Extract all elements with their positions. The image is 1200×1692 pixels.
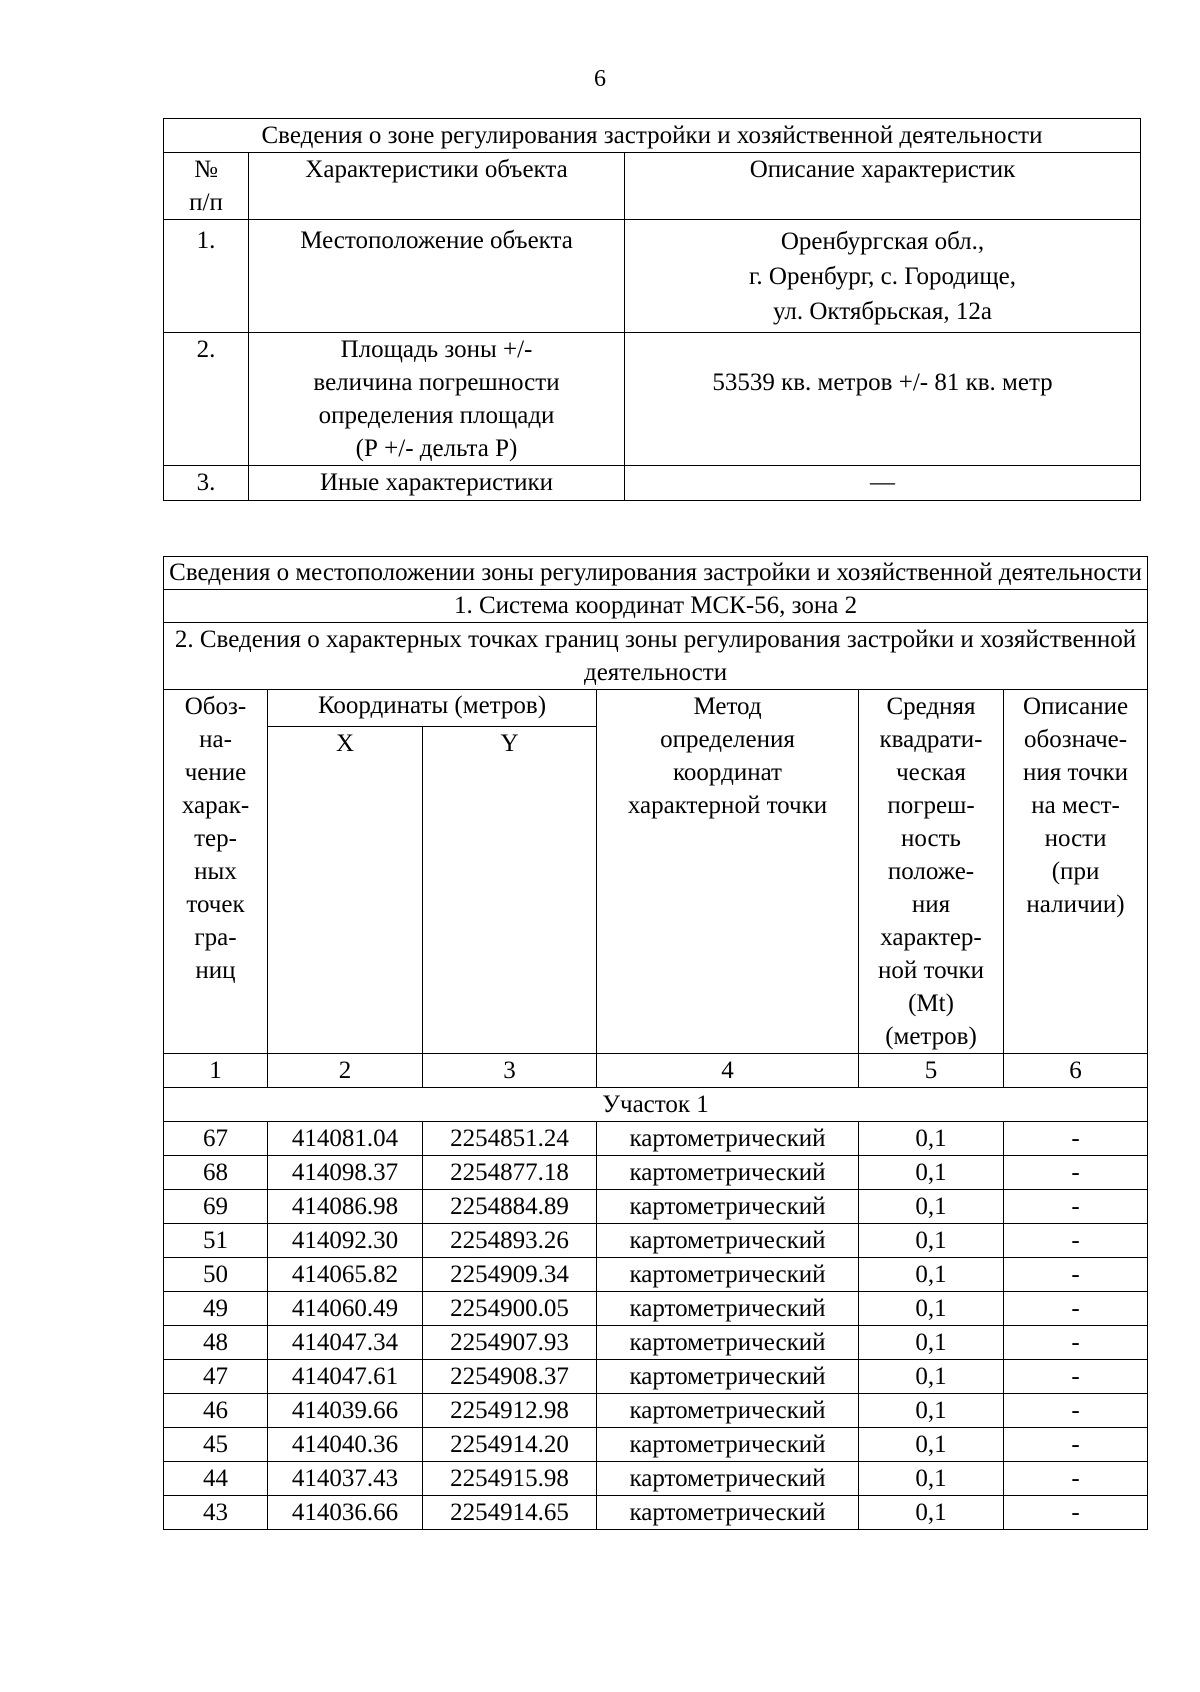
points-title: 2. Сведения о характерных точках границ зоны регулирования застройки и хозяйственной деятельности [164, 623, 1148, 690]
header-y: Y [423, 727, 597, 1054]
point-cell: 48 [164, 1326, 268, 1360]
header-designation: Обоз- на- чение харак- тер- ных точек гра- ниц [164, 690, 268, 1054]
section-label: Участок 1 [164, 1088, 1148, 1122]
header-characteristic: Характеристики объекта [249, 153, 625, 220]
y-coordinate-cell: 2254915.98 [423, 1462, 597, 1496]
header-description: Описание характеристик [625, 153, 1141, 220]
column-number-4: 4 [597, 1054, 859, 1088]
point-cell: 43 [164, 1496, 268, 1530]
method-cell: картометрический [597, 1360, 859, 1394]
table-row [164, 1394, 1148, 1428]
column-number-6: 6 [1004, 1054, 1148, 1088]
x-coordinate-cell: 414047.61 [268, 1360, 423, 1394]
error-cell: 0,1 [859, 1292, 1004, 1326]
row-3-characteristic: Иные характеристики [249, 466, 625, 501]
method-cell: картометрический [597, 1462, 859, 1496]
point-description-cell: - [1004, 1394, 1148, 1428]
header-num: № п/п [164, 153, 249, 220]
x-coordinate-cell: 414092.30 [268, 1224, 423, 1258]
header-method: Метод определения координат характерной точки [597, 690, 859, 1054]
row-2-characteristic: Площадь зоны +/- величина погрешности определения площади (Р +/- дельта Р) [249, 333, 625, 466]
point-cell: 51 [164, 1224, 268, 1258]
table-row [164, 1122, 1148, 1156]
x-coordinate-cell: 414039.66 [268, 1394, 423, 1428]
method-cell: картометрический [597, 1224, 859, 1258]
table-row [164, 1224, 1148, 1258]
x-coordinate-cell: 414081.04 [268, 1122, 423, 1156]
table-row [164, 1156, 1148, 1190]
method-cell: картометрический [597, 1394, 859, 1428]
y-coordinate-cell: 2254893.26 [423, 1224, 597, 1258]
location-info-table [163, 556, 1148, 1530]
method-cell: картометрический [597, 1496, 859, 1530]
table-row [164, 1326, 1148, 1360]
point-cell: 46 [164, 1394, 268, 1428]
coordinate-system: 1. Система координат МСК-56, зона 2 [164, 590, 1148, 623]
row-2-description: 53539 кв. метров +/- 81 кв. метр [625, 333, 1141, 466]
x-coordinate-cell: 414036.66 [268, 1496, 423, 1530]
error-cell: 0,1 [859, 1360, 1004, 1394]
point-cell: 44 [164, 1462, 268, 1496]
point-cell: 47 [164, 1360, 268, 1394]
y-coordinate-cell: 2254900.05 [423, 1292, 597, 1326]
method-cell: картометрический [597, 1292, 859, 1326]
point-cell: 67 [164, 1122, 268, 1156]
point-description-cell: - [1004, 1360, 1148, 1394]
point-cell: 69 [164, 1190, 268, 1224]
x-coordinate-cell: 414060.49 [268, 1292, 423, 1326]
method-cell: картометрический [597, 1258, 859, 1292]
method-cell: картометрический [597, 1122, 859, 1156]
row-3-description: — [625, 466, 1141, 501]
y-coordinate-cell: 2254909.34 [423, 1258, 597, 1292]
y-coordinate-cell: 2254912.98 [423, 1394, 597, 1428]
y-coordinate-cell: 2254914.65 [423, 1496, 597, 1530]
table-row [164, 1462, 1148, 1496]
error-cell: 0,1 [859, 1462, 1004, 1496]
row-1-description: Оренбургская обл., г. Оренбург, с. Городище, ул. Октябрьская, 12а [625, 220, 1141, 333]
column-number-1: 1 [164, 1054, 268, 1088]
page-number: 6 [594, 66, 606, 92]
x-coordinate-cell: 414098.37 [268, 1156, 423, 1190]
point-description-cell: - [1004, 1190, 1148, 1224]
row-1-characteristic: Местоположение объекта [249, 220, 625, 333]
error-cell: 0,1 [859, 1258, 1004, 1292]
point-cell: 45 [164, 1428, 268, 1462]
point-description-cell: - [1004, 1292, 1148, 1326]
error-cell: 0,1 [859, 1496, 1004, 1530]
point-description-cell: - [1004, 1156, 1148, 1190]
row-1-num: 1. [164, 220, 249, 333]
x-coordinate-cell: 414040.36 [268, 1428, 423, 1462]
table-row [164, 1360, 1148, 1394]
table-row [164, 1292, 1148, 1326]
table-row [164, 1428, 1148, 1462]
point-description-cell: - [1004, 1326, 1148, 1360]
y-coordinate-cell: 2254914.20 [423, 1428, 597, 1462]
zone-info-table [163, 118, 1141, 501]
y-coordinate-cell: 2254877.18 [423, 1156, 597, 1190]
point-description-cell: - [1004, 1462, 1148, 1496]
error-cell: 0,1 [859, 1326, 1004, 1360]
row-3-num: 3. [164, 466, 249, 501]
method-cell: картометрический [597, 1428, 859, 1462]
error-cell: 0,1 [859, 1190, 1004, 1224]
table-row [164, 1190, 1148, 1224]
column-number-5: 5 [859, 1054, 1004, 1088]
error-cell: 0,1 [859, 1156, 1004, 1190]
point-description-cell: - [1004, 1428, 1148, 1462]
error-cell: 0,1 [859, 1122, 1004, 1156]
zone-info-title: Сведения о зоне регулирования застройки и хозяйственной деятельности [164, 119, 1141, 153]
x-coordinate-cell: 414065.82 [268, 1258, 423, 1292]
y-coordinate-cell: 2254884.89 [423, 1190, 597, 1224]
table-row [164, 1496, 1148, 1530]
header-coordinates: Координаты (метров) [268, 690, 597, 727]
row-2-num: 2. [164, 333, 249, 466]
x-coordinate-cell: 414086.98 [268, 1190, 423, 1224]
error-cell: 0,1 [859, 1224, 1004, 1258]
point-cell: 49 [164, 1292, 268, 1326]
method-cell: картометрический [597, 1190, 859, 1224]
point-cell: 50 [164, 1258, 268, 1292]
method-cell: картометрический [597, 1326, 859, 1360]
y-coordinate-cell: 2254908.37 [423, 1360, 597, 1394]
header-error: Средняя квадрати- ческая погреш- ность положе- ния характер- ной точки (Mt) (метров) [859, 690, 1004, 1054]
point-description-cell: - [1004, 1224, 1148, 1258]
header-point-description: Описание обозначе- ния точки на мест- ности (при наличии) [1004, 690, 1148, 1054]
header-x: X [268, 727, 423, 1054]
error-cell: 0,1 [859, 1428, 1004, 1462]
point-description-cell: - [1004, 1122, 1148, 1156]
location-info-title: Сведения о местоположении зоны регулирования застройки и хозяйственной деятельности [164, 557, 1148, 590]
point-description-cell: - [1004, 1496, 1148, 1530]
y-coordinate-cell: 2254907.93 [423, 1326, 597, 1360]
column-number-2: 2 [268, 1054, 423, 1088]
point-description-cell: - [1004, 1258, 1148, 1292]
point-cell: 68 [164, 1156, 268, 1190]
error-cell: 0,1 [859, 1394, 1004, 1428]
y-coordinate-cell: 2254851.24 [423, 1122, 597, 1156]
x-coordinate-cell: 414037.43 [268, 1462, 423, 1496]
table-row [164, 1258, 1148, 1292]
x-coordinate-cell: 414047.34 [268, 1326, 423, 1360]
column-number-3: 3 [423, 1054, 597, 1088]
method-cell: картометрический [597, 1156, 859, 1190]
